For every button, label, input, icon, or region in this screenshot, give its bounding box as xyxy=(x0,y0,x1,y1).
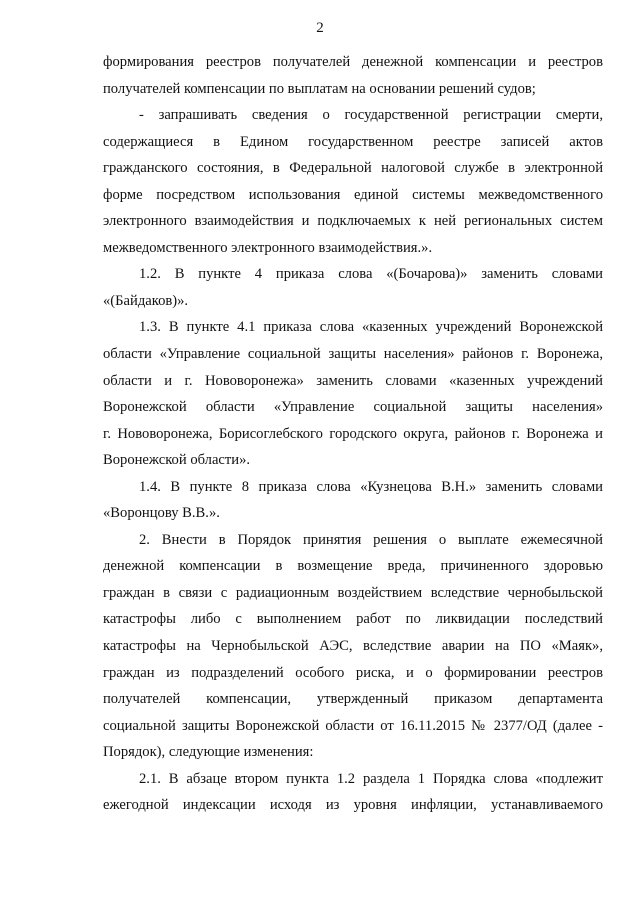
text-line: электронного взаимодействия и подключаемых к ней региональных систем xyxy=(103,213,603,230)
text-line: денежной компенсации в возмещение вреда, причиненного здоровью xyxy=(103,558,603,575)
text-line: катастрофы либо с выполнением работ по ликвидации последствий xyxy=(103,611,603,628)
text-line: 1.4. В пункте 8 приказа слова «Кузнецова В.Н.» заменить словами xyxy=(139,478,603,495)
text-line: Порядок), следующие изменения: xyxy=(103,744,314,761)
text-line: «Воронцову В.В.». xyxy=(103,505,220,522)
text-line: 1.3. В пункте 4.1 приказа слова «казенных учреждений Воронежской xyxy=(139,319,603,336)
text-line: получателей компенсации по выплатам на основании решений судов; xyxy=(103,80,536,97)
text-line: г. Нововоронежа, Борисоглебского городского округа, районов г. Воронежа и xyxy=(103,425,603,442)
text-line: формирования реестров получателей денежной компенсации и реестров xyxy=(103,54,603,70)
text-line: 2. Внести в Порядок принятия решения о выплате ежемесячной xyxy=(139,531,603,548)
text-line: содержащиеся в Едином государственном реестре записей актов xyxy=(103,133,603,150)
text-line: ежегодной индексации исходя из уровня инфляции, устанавливаемого xyxy=(103,797,603,814)
text-line: социальной защиты Воронежской области от 16.11.2015 № 2377/ОД (далее - xyxy=(103,717,603,734)
text-line: Воронежской области». xyxy=(103,452,251,469)
text-line: граждан в связи с радиационным воздействием вследствие чернобыльской xyxy=(103,584,603,601)
text-line: катастрофы на Чернобыльской АЭС, вследствие аварии на ПО «Маяк», xyxy=(103,638,603,655)
text-line: межведомственного электронного взаимодействия.». xyxy=(103,239,433,256)
text-line: области и г. Нововоронежа» заменить словами «казенных учреждений xyxy=(103,372,603,389)
text-line: граждан из подразделений особого риска, и о формировании реестров xyxy=(103,664,603,681)
page-number: 2 xyxy=(316,20,324,36)
text-line: области «Управление социальной защиты населения» районов г. Воронежа, xyxy=(103,346,603,363)
text-line: форме посредством использования единой системы межведомственного xyxy=(103,186,603,203)
document-body xyxy=(103,49,603,819)
text-line: «(Байдаков)». xyxy=(103,292,189,309)
text-line: 1.2. В пункте 4 приказа слова «(Бочарова)» заменить словами xyxy=(139,266,603,283)
text-line: 2.1. В абзаце втором пункта 1.2 раздела 1 Порядка слова «подлежит xyxy=(139,770,603,787)
text-line: - запрашивать сведения о государственной регистрации смерти, xyxy=(139,107,603,124)
text-line: Воронежской области «Управление социальной защиты населения» xyxy=(103,399,603,416)
text-line: гражданского состояния, в Федеральной налоговой службе в электронной xyxy=(103,160,603,177)
text-line: получателей компенсации, утвержденный приказом департамента xyxy=(103,691,603,708)
